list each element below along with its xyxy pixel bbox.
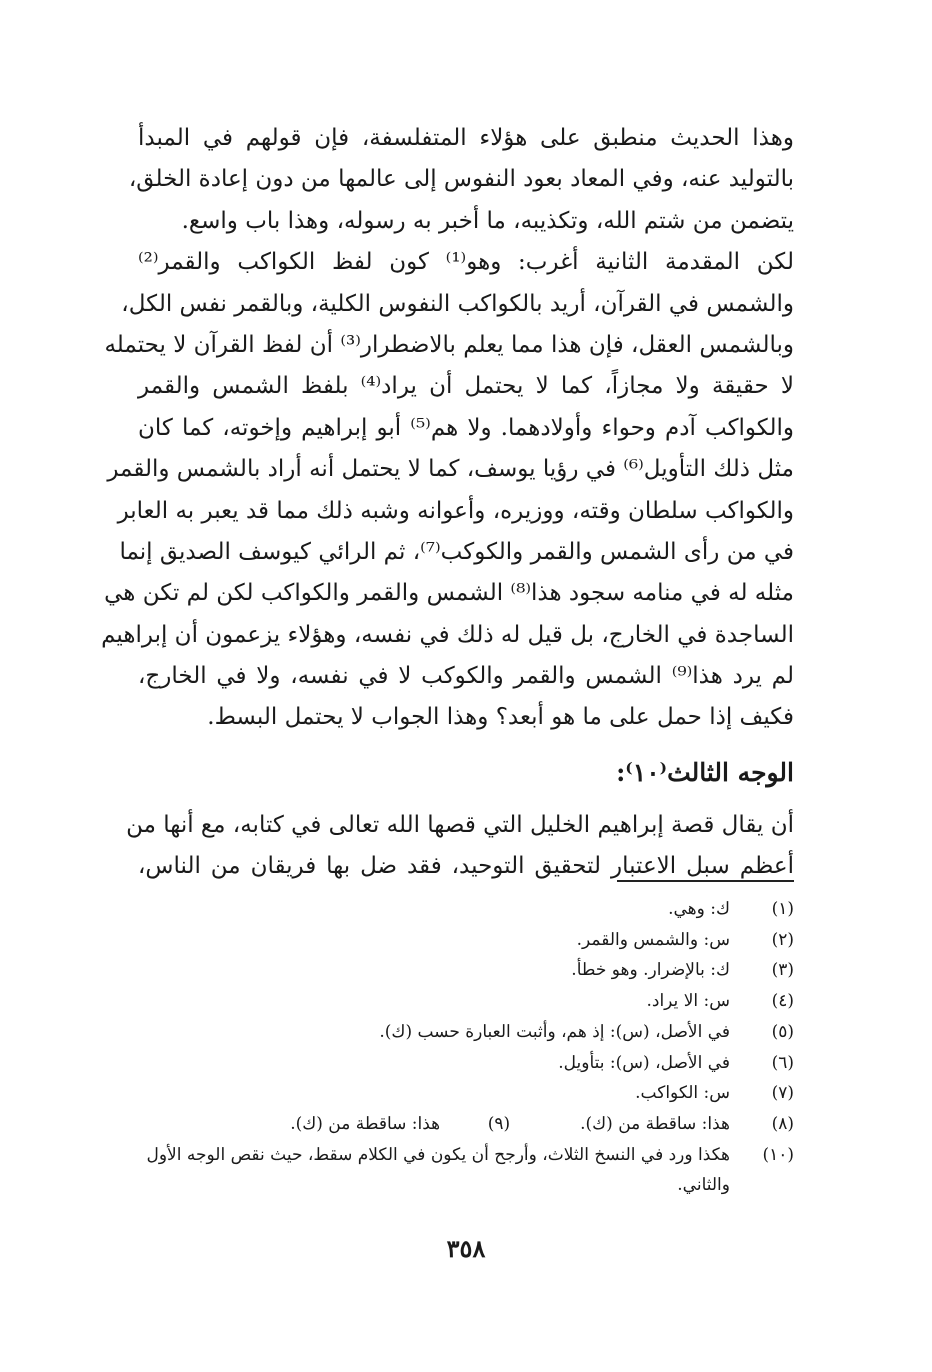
text-line: في من رأى الشمس والقمر والكوكب⁽⁷⁾، ثم الرائي كيوسف الصديق إنما (119, 538, 794, 565)
footnote (138, 1140, 794, 1201)
footnote-number: (٧) (771, 1083, 794, 1104)
footnote-number: (٢) (771, 929, 794, 950)
page-number: ٣٥٨ (446, 1234, 486, 1263)
footnote-text: في الأصل، (س): بتأويل. (558, 1052, 730, 1073)
footnote-text: س: والشمس والقمر. (576, 929, 730, 950)
text-line: والشمس في القرآن، أريد بالكواكب النفوس الكلية، وبالقمر نفس الكل، (121, 290, 794, 317)
footnote-number: (١٠) (762, 1144, 794, 1165)
footnote-number: (٦) (771, 1052, 794, 1073)
text-line: يتضمن من شتم الله، وتكذيبه، ما أخبر به رسوله، وهذا باب واسع. (181, 207, 794, 234)
text-line: مثله له في منامه سجود هذا⁽⁸⁾ الشمس والقمر والكواكب لكن لم تكن هي (104, 580, 794, 607)
footnote (138, 1109, 794, 1140)
footnote-number: (٩) (487, 1113, 511, 1134)
text-line: أن يقال قصة إبراهيم الخليل التي قصها الله تعالى في كتابه، مع أنها من (126, 811, 794, 838)
main-paragraph (101, 118, 794, 739)
footnote-number: (٤) (771, 991, 794, 1012)
footnote-number: (٥) (771, 1021, 794, 1042)
footnote (138, 894, 794, 925)
footnote-text-part: هذا: ساقطة من (ك). (580, 1113, 730, 1134)
footnotes (138, 894, 794, 1201)
text-line: لكن المقدمة الثانية أغرب: وهو⁽¹⁾ كون لفظ الكواكب والقمر⁽²⁾ (138, 249, 794, 276)
section-heading: الوجه الثالث⁽١٠⁾: (616, 757, 794, 787)
footnote-number: (٣) (771, 960, 794, 981)
text-line: والكواكب آدم وحواء وأولادهما. ولا هم⁽⁵⁾ أبو إبراهيم وإخوته، كما كان (138, 414, 794, 441)
footnote-number: (٨) (771, 1113, 794, 1134)
footnote-text: في الأصل، (س): إذ هم، وأثبت العبارة حسب (ك). (379, 1021, 730, 1042)
text-line: بالتوليد عنه، وفي المعاد بعود النفوس إلى عالمها من دون إعادة الخلق، (128, 166, 794, 193)
footnote (138, 925, 794, 956)
text-line: وبالشمس العقل، فإن هذا مما يعلم بالاضطرار⁽³⁾ أن لفظ القرآن لا يحتمله (104, 331, 794, 358)
page-body (101, 118, 794, 888)
text-line: وهذا الحديث منطبق على هؤلاء المتفلسفة، فإن قولهم في المبدأ (138, 125, 794, 151)
footnote-text: هكذا ورد في النسخ الثلاث، وأرجح أن يكون في الكلام سقط، حيث نقص الوجه الأول والثاني. (146, 1144, 730, 1196)
footnote (138, 986, 794, 1017)
text-line: لم يرد هذا⁽⁹⁾ الشمس والقمر والكوكب لا في نفسه، ولا في الخارج، (138, 663, 794, 690)
second-paragraph (126, 805, 794, 888)
text-line: والكواكب سلطان وقته، ووزيره، وأعوانه وشبه ذلك مما قد يعبر به العابر (117, 497, 794, 524)
footnote-number: (١) (771, 899, 794, 919)
footnote-text-part: هذا: ساقطة من (ك). (290, 1113, 441, 1134)
text-line: أعظم سبل الاعتبار لتحقيق التوحيد، فقد ضل بها فريقان من الناس، (138, 853, 794, 880)
footnote (138, 1017, 794, 1048)
footnote-text (138, 1109, 730, 1140)
footnote (138, 955, 794, 986)
footnote-text: ك: بالإضرار. وهو خطأ. (571, 960, 730, 981)
text-line: مثل ذلك التأويل⁽⁶⁾ في رؤيا يوسف، كما لا يحتمل أنه أراد بالشمس والقمر (107, 456, 794, 483)
footnote-text: س: الكواكب. (635, 1083, 730, 1104)
text-line: لا حقيقة ولا مجازاً، كما لا يحتمل أن يراد⁽⁴⁾ بلفظ الشمس والقمر (138, 373, 794, 400)
text-line: فكيف إذا حمل على ما هو أبعد؟ وهذا الجواب لا يحتمل البسط. (207, 704, 794, 731)
footnote-separator (617, 880, 794, 882)
footnote-text: ك: وهي. (668, 899, 730, 919)
footnote (138, 1078, 794, 1109)
text-line: الساجدة في الخارج، بل قيل له ذلك في نفسه، وهؤلاء يزعمون أن إبراهيم (101, 621, 794, 648)
footnote-text: س: الا يراد. (646, 991, 730, 1012)
footnote (138, 1048, 794, 1079)
